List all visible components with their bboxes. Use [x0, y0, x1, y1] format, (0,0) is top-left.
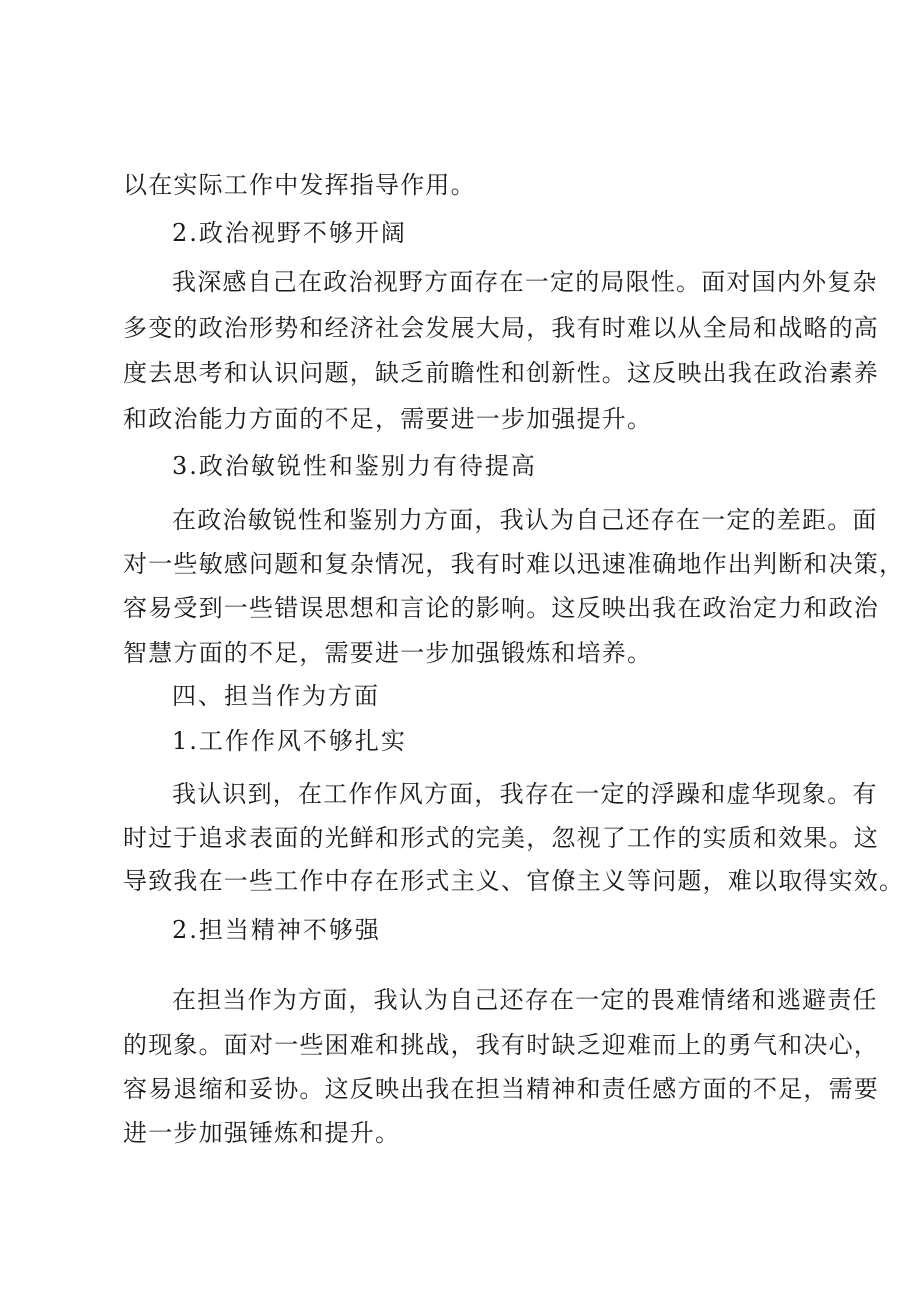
paragraph-line: 和政治能力方面的不足，需要进一步加强提升。 — [123, 405, 653, 433]
paragraph-line: 对一些敏感问题和复杂情况，我有时难以迅速准确地作出判断和决策， — [123, 550, 905, 578]
paragraph-line: 多变的政治形势和经济社会发展大局，我有时难以从全局和战略的高 — [123, 314, 879, 342]
paragraph-continuation: 以在实际工作中发挥指导作用。 — [123, 171, 476, 199]
paragraph-line: 时过于追求表面的光鲜和形式的完美，忽视了工作的实质和效果。这 — [123, 824, 879, 852]
paragraph-line: 在政治敏锐性和鉴别力方面，我认为自己还存在一定的差距。面 — [172, 506, 878, 534]
paragraph-line: 度去思考和认识问题，缺乏前瞻性和创新性。这反映出我在政治素养 — [123, 359, 879, 387]
subheading-political-vision: 2.政治视野不够开阔 — [172, 219, 407, 247]
paragraph-line: 进一步加强锤炼和提升。 — [123, 1119, 401, 1147]
subheading-political-sensitivity: 3.政治敏锐性和鉴别力有待提高 — [172, 452, 537, 480]
subheading-responsibility-spirit: 2.担当精神不够强 — [172, 916, 381, 944]
paragraph-line: 导致我在一些工作中存在形式主义、官僚主义等问题，难以取得实效。 — [123, 867, 905, 895]
paragraph-line: 我认识到，在工作作风方面，我存在一定的浮躁和虚华现象。有 — [172, 780, 878, 808]
subheading-work-style: 1.工作作风不够扎实 — [172, 727, 407, 755]
paragraph-line: 在担当作为方面，我认为自己还存在一定的畏难情绪和逃避责任 — [172, 986, 878, 1014]
section-heading-responsibility: 四、担当作为方面 — [172, 682, 380, 710]
paragraph-line: 我深感自己在政治视野方面存在一定的局限性。面对国内外复杂 — [172, 268, 878, 296]
paragraph-line: 智慧方面的不足，需要进一步加强锻炼和培养。 — [123, 639, 653, 667]
paragraph-line: 的现象。面对一些困难和挑战，我有时缺乏迎难而上的勇气和决心， — [123, 1031, 879, 1059]
paragraph-line: 容易受到一些错误思想和言论的影响。这反映出我在政治定力和政治 — [123, 594, 879, 622]
paragraph-line: 容易退缩和妥协。这反映出我在担当精神和责任感方面的不足，需要 — [123, 1075, 879, 1103]
